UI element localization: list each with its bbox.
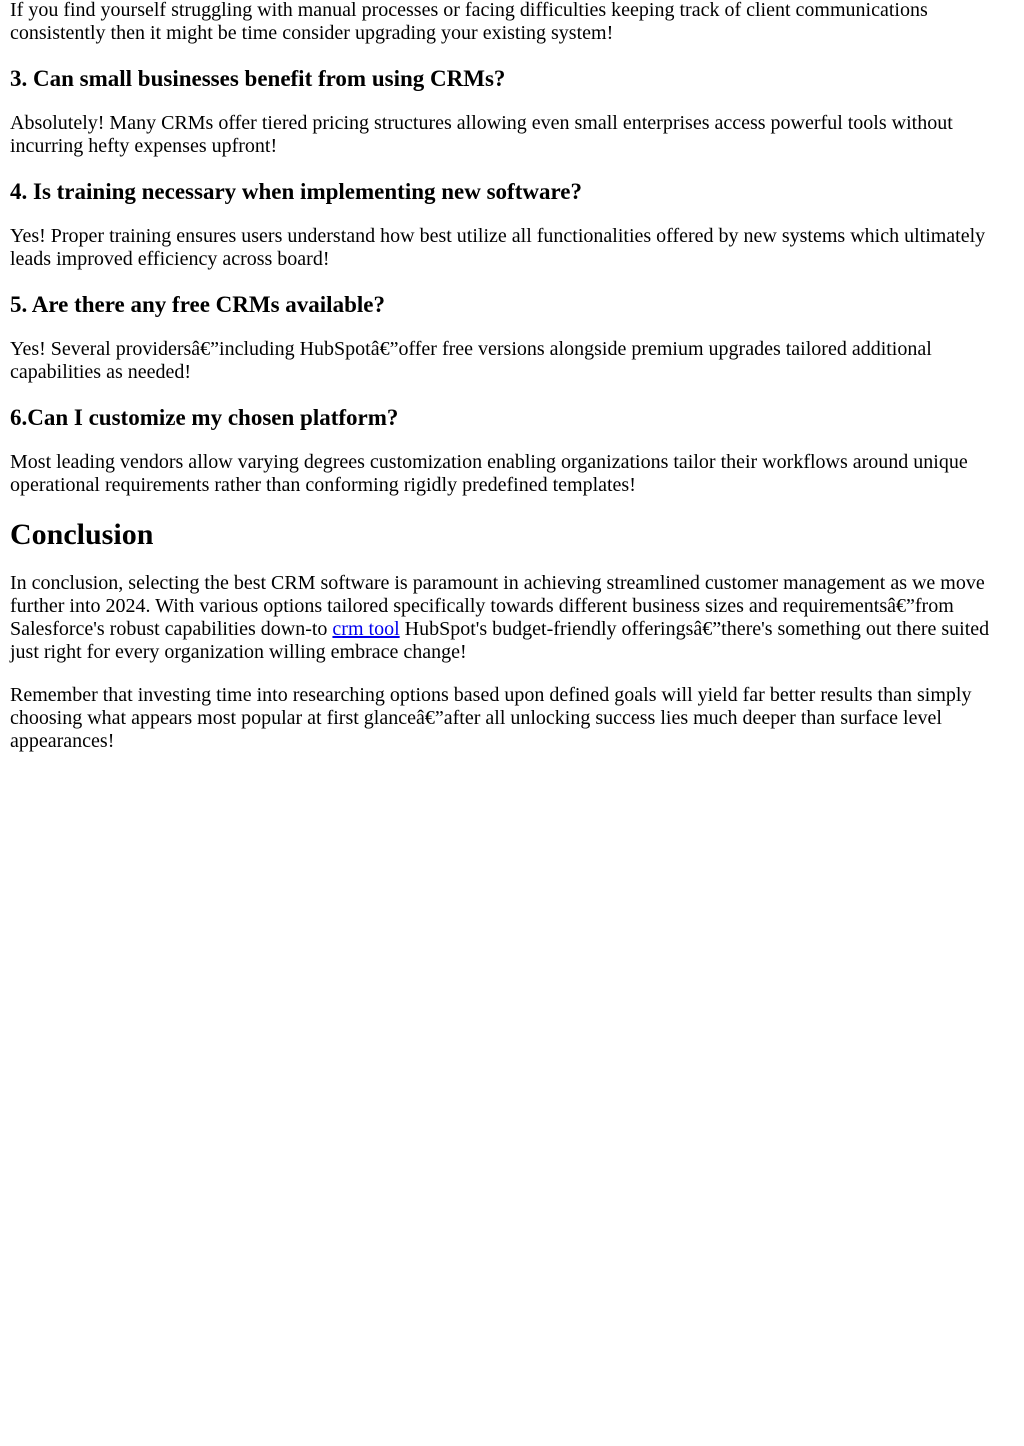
faq-answer-3: Absolutely! Many CRMs offer tiered pricing structures allowing even small enterprises access powerful tools without incurring hefty expenses upfront! [10, 112, 953, 157]
faq-question-3: 3. Can small businesses benefit from using CRMs? [10, 66, 506, 91]
crm-tool-link[interactable]: crm tool [332, 618, 400, 640]
faq-question-6: 6.Can I customize my chosen platform? [10, 405, 399, 430]
conclusion-paragraph-1 [10, 572, 1014, 664]
faq-answer-4: Yes! Proper training ensures users understand how best utilize all functionalities offered by new systems which ultimately leads improved efficiency across board! [10, 225, 986, 270]
faq-answer-5: Yes! Several providersâ€”including HubSpotâ€”offer free versions alongside premium upgrades tailored additional capabilities as needed! [10, 338, 932, 383]
faq-question-4: 4. Is training necessary when implementing new software? [10, 179, 582, 204]
faq-answer-6: Most leading vendors allow varying degrees customization enabling organizations tailor their workflows around unique operational requirements rather than conforming rigidly predefined templates! [10, 451, 968, 496]
conclusion-text-before-link: In conclusion, selecting the best CRM software is paramount in achieving streamlined customer management as we move further into 2024. With various options tailored specifically towards different business sizes and requirementsâ€”from Salesforce's robust capabilities down-to [10, 572, 985, 640]
conclusion-text-after-link: HubSpot's budget-friendly offeringsâ€”there's something out there suited just right for every organization willing embrace change! [10, 618, 990, 663]
conclusion-paragraph-2: Remember that investing time into researching options based upon defined goals will yield far better results than simply choosing what appears most popular at first glanceâ€”after all unlocking success lies much deeper than surface level appearances! [10, 684, 972, 752]
conclusion-heading: Conclusion [10, 518, 154, 551]
faq-question-5: 5. Are there any free CRMs available? [10, 292, 385, 317]
intro-paragraph: If you find yourself struggling with manual processes or facing difficulties keeping track of client communications consistently then it might be time consider upgrading your existing system! [10, 0, 928, 44]
